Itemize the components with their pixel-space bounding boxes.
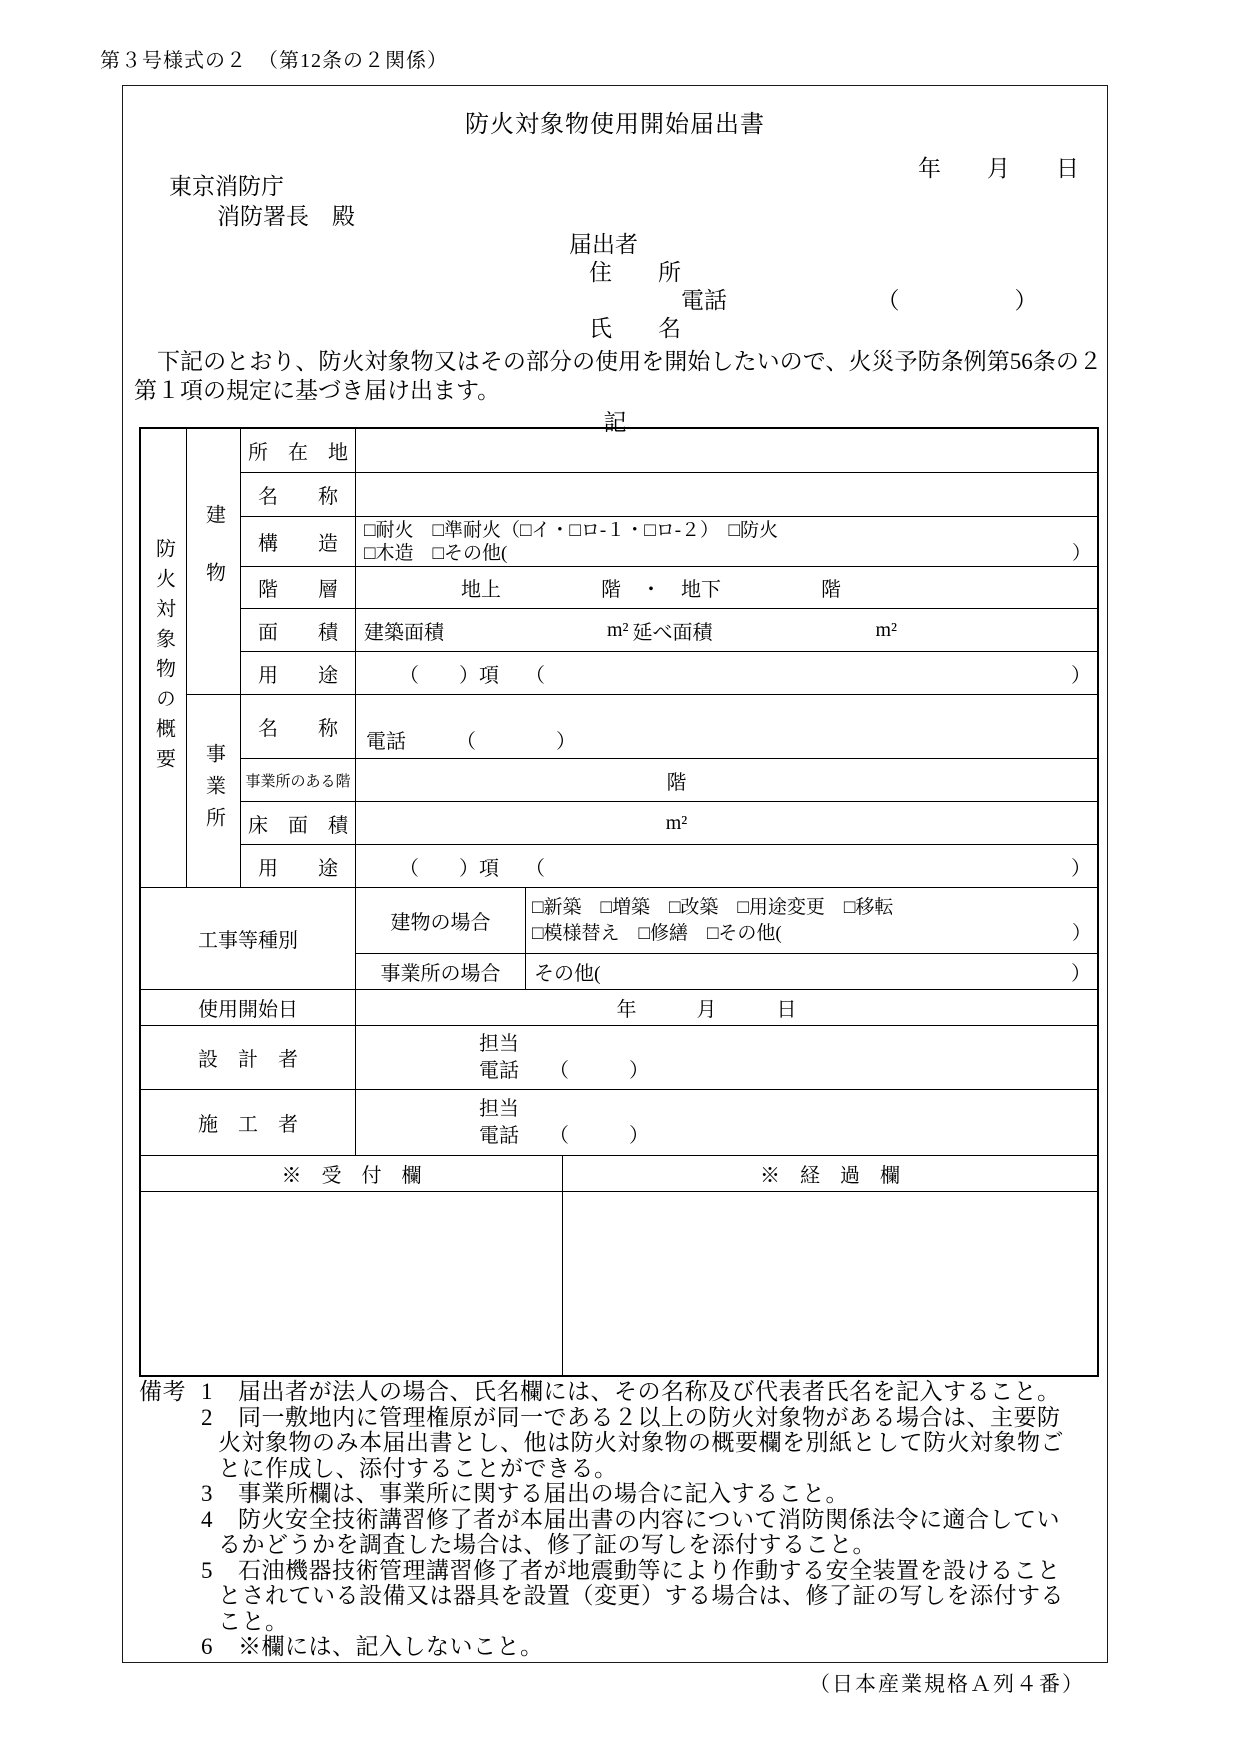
note-text: 同一敷地内に管理権原が同一である２以上の防火対象物がある場合は、主要防火対象物のみ本届出書とし、他は防火対象物の概要欄を別紙として防火対象物ごとに作成し、添付することができる。 <box>218 1404 1064 1481</box>
building-area-unit: m² <box>606 618 629 641</box>
floors-value: 地上 階 ・ 地下 階 <box>356 567 1097 609</box>
start-date-value: 年 月 日 <box>356 990 1097 1026</box>
reception-stamp-box <box>141 1192 563 1375</box>
building-use-open-paren: （ <box>525 664 545 687</box>
designer-staff-label: 担当 <box>479 1032 519 1055</box>
work-type-building-case-label: 建物の場合 <box>356 888 526 954</box>
floor-area-label: 床 面 積 <box>241 802 356 845</box>
work-building-options-line1: □新築 □増築 □改築 □用途変更 □移転 <box>532 896 894 918</box>
form-number: 第３号様式の２ （第12条の２関係） <box>100 50 448 72</box>
date-line: 年 月 日 <box>918 156 1079 181</box>
name-label: 氏 名 <box>589 316 681 341</box>
office-floor-label: 事業所のある階 <box>241 759 356 802</box>
notifier-label: 届出者 <box>569 232 638 257</box>
start-date-label: 使用開始日 <box>141 990 356 1026</box>
work-office-close-paren: ） <box>1071 963 1091 985</box>
work-building-options-line2: □模様替え □修繕 □その他( ） <box>532 921 1091 947</box>
note-item-5 <box>201 1557 1064 1635</box>
note-number: 3 <box>201 1481 213 1506</box>
progress-column-header: ※ 経 過 欄 <box>563 1156 1097 1192</box>
note-text: 届出者が法人の場合、氏名欄には、その名称及び代表者氏名を記入すること。 <box>238 1379 1061 1404</box>
note-item-4 <box>201 1506 1064 1558</box>
structure-options-line2: □木造 □その他( ） <box>364 542 1091 564</box>
note-number: 6 <box>201 1634 213 1659</box>
building-use-item: （ ）項 <box>399 664 499 687</box>
location-value-field <box>356 429 1097 473</box>
area-value <box>356 609 1097 652</box>
building-name-label: 名 称 <box>241 473 356 517</box>
office-group-label: 事業所 <box>202 743 225 839</box>
structure-options-line1: □耐火 □準耐火（□イ・□ロ‐１・□ロ‐２） □防火 <box>364 519 779 541</box>
builder-phone-label: 電話 （ ） <box>479 1124 649 1147</box>
intro-paragraph: 下記のとおり、防火対象物又はその部分の使用を開始したいので、火災予防条例第56条の２第１項の規定に基づき届け出ます。 <box>134 349 1102 403</box>
building-group-header <box>187 429 241 695</box>
paper-size-note: （日本産業規格Ａ列４番） <box>809 1672 1085 1696</box>
note-item-6 <box>201 1634 1064 1660</box>
designer-phone-label: 電話 （ ） <box>479 1059 649 1082</box>
work-type-label: 工事等種別 <box>141 888 356 990</box>
main-table <box>139 427 1099 1377</box>
notes-section <box>123 1379 1109 1660</box>
record-heading: 記 <box>603 410 627 435</box>
progress-stamp-box <box>563 1192 1097 1375</box>
structure-options <box>356 517 1097 567</box>
note-text: 防火安全技術講習修了者が本届出書の内容について消防関係法令に適合しているかどうかを調査した場合は、修了証の写しを添付すること。 <box>218 1506 1061 1557</box>
designer-value <box>356 1026 1097 1090</box>
work-building-close-paren: ） <box>1071 922 1091 944</box>
note-number: 2 <box>201 1404 213 1430</box>
note-item-3 <box>201 1481 1064 1507</box>
note-number: 5 <box>201 1557 213 1583</box>
total-area-unit: m² <box>875 618 897 641</box>
office-name-value <box>356 695 1097 759</box>
office-use-close-paren: ） <box>1071 857 1091 880</box>
work-type-building-options <box>526 888 1097 954</box>
note-item-2 <box>201 1404 1064 1482</box>
building-group-label: 建物 <box>202 503 225 620</box>
form-sheet <box>122 85 1108 1663</box>
office-use-label: 用 途 <box>241 845 356 888</box>
building-use-label: 用 途 <box>241 652 356 695</box>
overview-group-label: 防火対象物の概要 <box>152 538 175 778</box>
total-area-label: 延べ面積 <box>632 621 713 644</box>
office-use-open-paren: （ <box>525 857 545 880</box>
work-type-office-options <box>526 954 1097 990</box>
work-office-option: その他( <box>534 963 601 985</box>
building-area-label: 建築面積 <box>364 621 444 644</box>
office-floor-value: 階 <box>356 759 1097 802</box>
note-text: 事業所欄は、事業所に関する届出の場合に記入すること。 <box>238 1481 849 1506</box>
floor-area-value: m² <box>356 802 1097 845</box>
notifier-phone-label: 電話 （ ） <box>681 288 1038 313</box>
form-title: 防火対象物使用開始届出書 <box>465 112 765 138</box>
overview-group-header <box>141 429 187 888</box>
recipient-agency: 東京消防庁 <box>169 174 284 199</box>
recipient-fire-chief: 消防署長 殿 <box>217 204 355 229</box>
office-use-item: （ ）項 <box>399 857 499 880</box>
note-number: 1 <box>201 1379 213 1404</box>
note-text: ※欄には、記入しないこと。 <box>238 1634 544 1659</box>
location-label: 所 在 地 <box>241 429 356 473</box>
building-use-close-paren: ） <box>1071 664 1091 687</box>
office-phone-label: 電話 （ ） <box>366 731 576 753</box>
address-label: 住 所 <box>589 260 681 285</box>
note-number: 4 <box>201 1506 213 1532</box>
structure-close-paren: ） <box>1071 542 1091 564</box>
notes-label: 備考 <box>139 1379 186 1404</box>
building-use-value <box>356 652 1097 695</box>
area-label: 面 積 <box>241 609 356 652</box>
office-use-value <box>356 845 1097 888</box>
builder-value <box>356 1090 1097 1156</box>
work-type-office-case-label: 事業所の場合 <box>356 954 526 990</box>
reception-column-header: ※ 受 付 欄 <box>141 1156 563 1192</box>
structure-label: 構 造 <box>241 517 356 567</box>
builder-label: 施 工 者 <box>141 1090 356 1156</box>
office-group-header <box>187 695 241 888</box>
office-name-label: 名 称 <box>241 695 356 759</box>
builder-staff-label: 担当 <box>479 1097 519 1120</box>
building-name-value-field <box>356 473 1097 517</box>
note-item-1 <box>201 1379 1064 1405</box>
note-text: 石油機器技術管理講習修了者が地震動等により作動する安全装置を設けることとされている設備又は器具を設置（変更）する場合は、修了証の写しを添付すること。 <box>218 1557 1064 1634</box>
floors-label: 階 層 <box>241 567 356 609</box>
designer-label: 設 計 者 <box>141 1026 356 1090</box>
